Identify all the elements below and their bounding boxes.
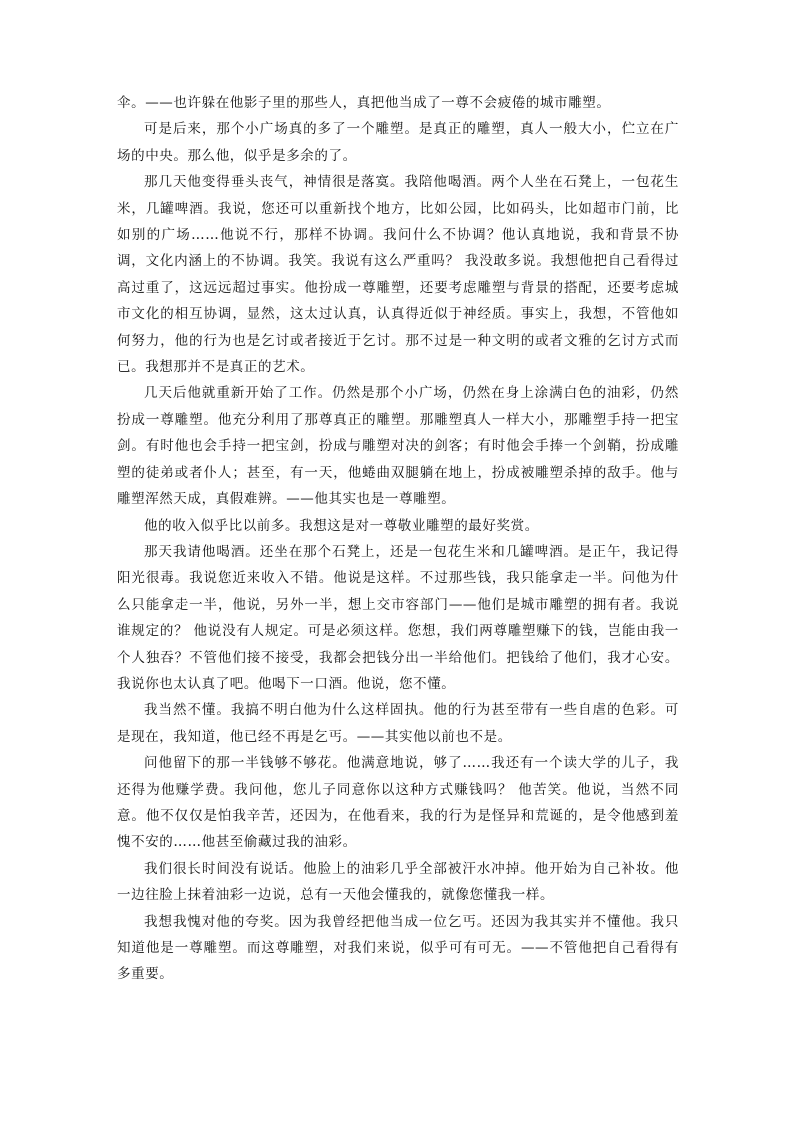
- paragraph-1: 伞。——也许躲在他影子里的那些人，真把他当成了一尊不会疲倦的城市雕塑。: [117, 95, 611, 111]
- paragraph-3: 那几天他变得垂头丧气，神情很是落寞。我陪他喝酒。两个人坐在石凳上，一包花生米，几罐啤酒。我说，您还可以重新找个地方，比如公园，比如码头，比如超市门前，比如别的广场……他说不行，那样不协调。我问什么不协调？他认真地说，我和背景不协调，文化内涵上的不协调。我笑。我说有这么严重吗？ 我没敢多说。我想他把自己看得过高过重了，这远远超过事实。他扮成一尊雕塑，还要考虑雕塑与背景的搭配，还要考虑城市文化的相互协调，显然，这太过认真，认真得近似于神经质。事实上，我想，不管他如何努力，他的行为也是乞讨或者接近于乞讨。那不过是一种文明的或者文雅的乞讨方式而已。我想那并不是真正的艺术。: [117, 174, 679, 376]
- paragraph-4: 几天后他就重新开始了工作。仍然是那个小广场，仍然在身上涂满白色的油彩，仍然扮成一尊雕塑。他充分利用了那尊真正的雕塑。那雕塑真人一样大小，那雕塑手持一把宝剑。有时他也会手持一把宝剑，扮成与雕塑对决的剑客；有时他会手捧一个剑鞘，扮成雕塑的徒弟或者仆人；甚至，有一天，他蜷曲双腿躺在地上，扮成被雕塑杀掉的敌手。他与雕塑浑然天成，真假难辨。——他其实也是一尊雕塑。: [117, 385, 679, 508]
- paragraph-5: 他的收入似乎比以前多。我想这是对一尊敬业雕塑的最好奖赏。: [144, 517, 539, 534]
- paragraph-6: 那天我请他喝酒。还坐在那个石凳上，还是一包花生米和几罐啤酒。是正午，我记得阳光很毒。我说您近来收入不错。他说是这样。不过那些钱，我只能拿走一半。问他为什么只能拿走一半，他说，另外一半，想上交市容部门——他们是城市雕塑的拥有者。我说谁规定的？ 他说没有人规定。可是必须这样。您想，我们两尊雕塑赚下的钱，岂能由我一个人独吞？不管他们接不接受，我都会把钱分出一半给他们。把钱给了他们，我才心安。我说你也太认真了吧。他喝下一口酒。他说，您不懂。: [117, 543, 679, 692]
- paragraph-2: 可是后来，那个小广场真的多了一个雕塑。是真正的雕塑，真人一般大小，伫立在广场的中央。那么他，似乎是多余的了。: [117, 121, 679, 164]
- document-page: [117, 90, 679, 988]
- paragraph-10: 我想我愧对他的夸奖。因为我曾经把他当成一位乞丐。还因为我其实并不懂他。我只知道他是一尊雕塑。而这尊雕塑，对我们来说，似乎可有可无。——不管他把自己看得有多重要。: [117, 913, 679, 983]
- paragraph-7: 我当然不懂。我搞不明白他为什么这样固执。他的行为甚至带有一些自虐的色彩。可是现在，我知道，他已经不再是乞丐。——其实他以前也不是。: [117, 702, 679, 745]
- paragraph-8: 问他留下的那一半钱够不够花。他满意地说，够了……我还有一个读大学的儿子，我还得为他赚学费。我问他，您儿子同意你以这种方式赚钱吗？ 他苦笑。他说，当然不同意。他不仅仅是怕我辛苦，还因为，在他看来，我的行为是怪异和荒诞的，是令他感到羞愧不安的……他甚至偷藏过我的油彩。: [117, 755, 679, 851]
- paragraph-9: 我们很长时间没有说话。他脸上的油彩几乎全部被汗水冲掉。他开始为自己补妆。他一边往脸上抹着油彩一边说，总有一天他会懂我的，就像您懂我一样。: [117, 860, 679, 904]
